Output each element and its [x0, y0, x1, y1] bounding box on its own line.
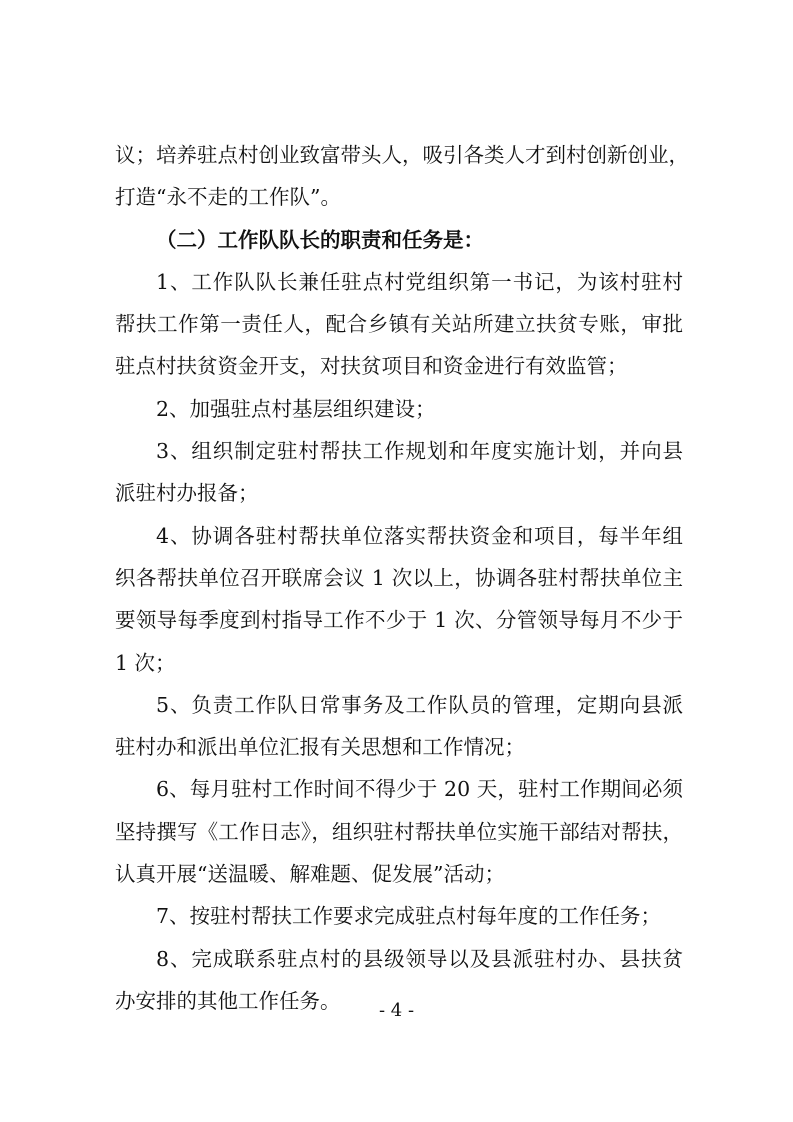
text-line: 坚持撰写《工作日志》，组织驻村帮扶单位实施干部结对帮扶，: [115, 819, 683, 844]
document-body: [115, 134, 689, 1022]
text-line: 8、完成联系驻点村的县级领导以及县派驻村办、县扶贫: [156, 946, 683, 971]
text-line: 要领导每季度到村指导工作不少于 1 次、分管领导每月不少于: [115, 608, 683, 633]
text-line: 认真开展“送温暖、解难题、促发展”活动；: [115, 862, 505, 887]
text-line: 5、负责工作队日常事务及工作队员的管理，定期向县派: [156, 692, 683, 717]
text-line: 驻点村扶贫资金开支，对扶贫项目和资金进行有效监管；: [115, 354, 628, 379]
text-line: 打造“永不走的工作队”。: [115, 185, 341, 210]
text-line: 议；培养驻点村创业致富带头人，吸引各类人才到村创新创业，: [115, 143, 689, 167]
text-line: 1、工作队队长兼任驻点村党组织第一书记，为该村驻村: [156, 269, 683, 294]
text-line: 办安排的其他工作任务。: [115, 988, 341, 1013]
page-number: - 4 -: [378, 1000, 415, 1021]
text-line: 帮扶工作第一责任人，配合乡镇有关站所建立扶贫专账，审批: [115, 312, 683, 337]
text-line: 1 次；: [115, 650, 176, 675]
text-line: 2、加强驻点村基层组织建设；: [156, 396, 436, 421]
text-line: 驻村办和派出单位汇报有关思想和工作情况；: [115, 735, 525, 760]
text-line: 织各帮扶单位召开联席会议 1 次以上，协调各驻村帮扶单位主: [115, 565, 683, 590]
text-line: 6、每月驻村工作时间不得少于 20 天，驻村工作期间必须: [156, 777, 683, 802]
text-line: 3、组织制定驻村帮扶工作规划和年度实施计划，并向县: [156, 439, 683, 464]
text-line: 7、按驻村帮扶工作要求完成驻点村每年度的工作任务；: [156, 904, 662, 929]
section-heading: （二）工作队队长的职责和任务是：: [156, 227, 484, 252]
text-line: 4、协调各驻村帮扶单位落实帮扶资金和项目，每半年组: [156, 523, 683, 548]
text-line: 派驻村办报备；: [115, 481, 259, 506]
